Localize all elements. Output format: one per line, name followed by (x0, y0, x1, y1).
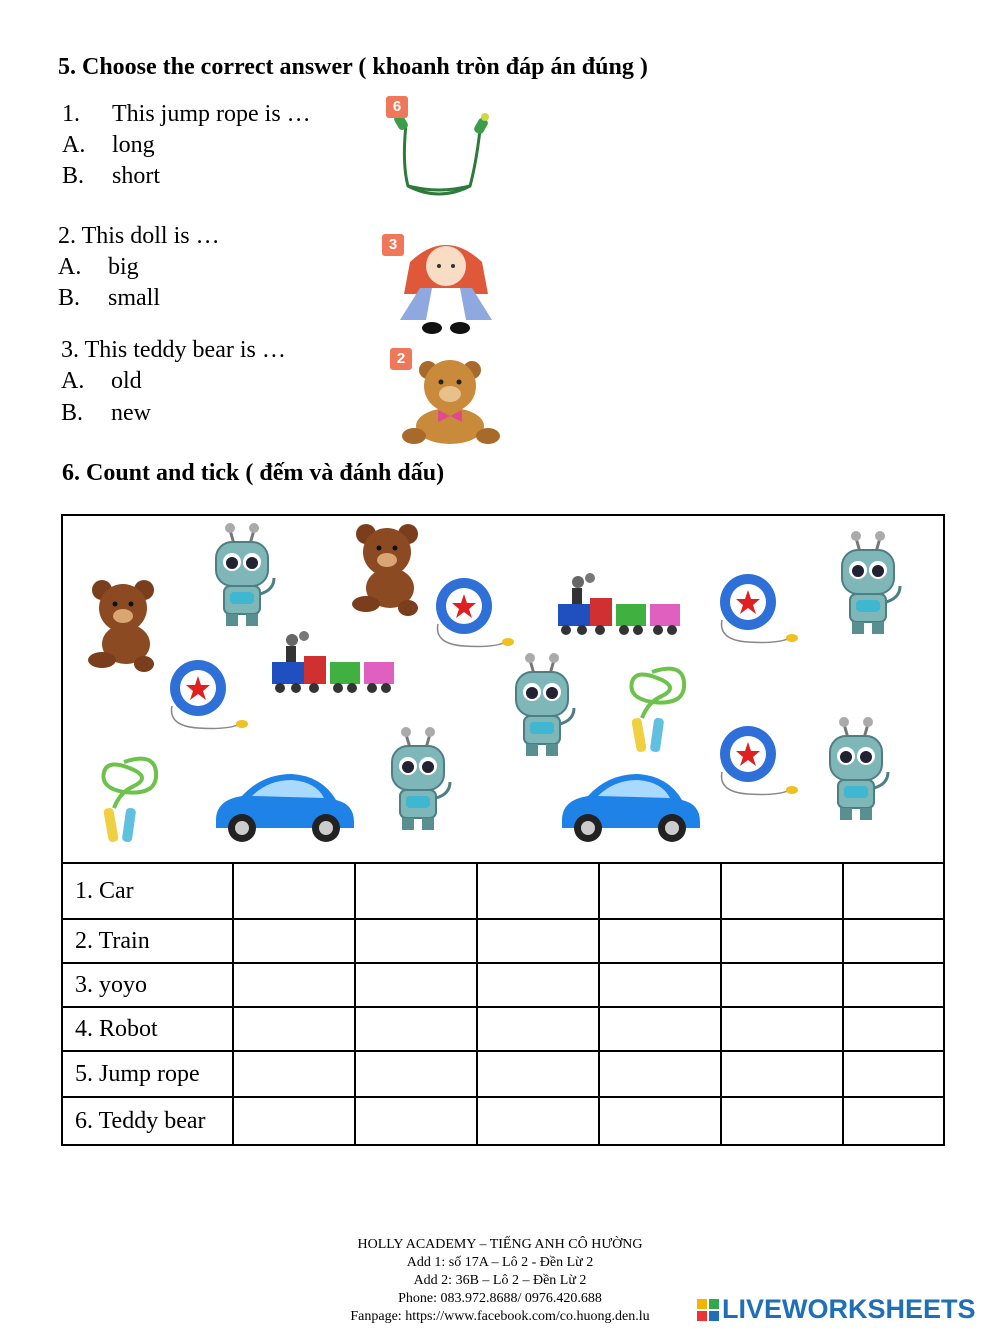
tick-cell[interactable] (233, 1051, 355, 1097)
tick-cell[interactable] (477, 963, 599, 1007)
doll-icon: 3 (380, 232, 512, 338)
q2-option-a[interactable]: A. big (58, 254, 139, 280)
section-5-title: 5. Choose the correct answer ( khoanh tròn đáp án đúng ) (58, 54, 648, 80)
tick-cell[interactable] (477, 919, 599, 963)
jump-rope-picture-1 (631, 669, 684, 753)
tick-cell[interactable] (233, 963, 355, 1007)
robot-picture-1 (216, 523, 274, 626)
jump-rope-icon: 6 (384, 94, 496, 204)
tick-cell[interactable] (477, 1097, 599, 1145)
teddy-bear-picture-2 (352, 524, 418, 616)
tick-cell[interactable] (599, 919, 721, 963)
tick-cell[interactable] (355, 1051, 477, 1097)
yoyo-picture-2 (720, 574, 798, 643)
q1-option-b[interactable]: B. short (62, 163, 160, 189)
count-tick-table (61, 862, 945, 1146)
tick-cell[interactable] (355, 919, 477, 963)
tick-cell[interactable] (233, 863, 355, 919)
tick-cell[interactable] (355, 863, 477, 919)
q3-option-b[interactable]: B. new (61, 400, 151, 426)
tick-row-label: 4. Robot (62, 1007, 233, 1051)
liveworksheets-logo-icon (697, 1299, 719, 1321)
footer-line-2: Add 1: số 17A – Lô 2 - Đền Lừ 2 (406, 1255, 594, 1270)
car-picture-2 (562, 774, 700, 842)
tick-cell[interactable] (721, 863, 843, 919)
tick-cell[interactable] (599, 1051, 721, 1097)
train-picture-1 (558, 573, 680, 635)
tick-cell[interactable] (721, 1051, 843, 1097)
tick-cell[interactable] (233, 919, 355, 963)
robot-picture-2 (842, 531, 900, 634)
robot-picture-3 (516, 653, 574, 756)
tick-row (62, 963, 944, 1007)
tick-row (62, 1097, 944, 1145)
tick-cell[interactable] (721, 1007, 843, 1051)
liveworksheets-logo[interactable]: LIVEWORKSHEETS (697, 1294, 976, 1325)
tick-cell[interactable] (355, 1097, 477, 1145)
footer-line-1: HOLLY ACADEMY – TIẾNG ANH CÔ HƯỜNG (357, 1237, 643, 1252)
q2-option-b[interactable]: B. small (58, 285, 160, 311)
tick-cell[interactable] (477, 863, 599, 919)
tick-cell[interactable] (843, 1097, 944, 1145)
train-picture-2 (272, 631, 394, 693)
q3-option-a[interactable]: A. old (61, 368, 142, 394)
tick-row-label: 3. yoyo (62, 963, 233, 1007)
question-1: 1. This jump rope is … (62, 101, 311, 127)
car-picture-1 (216, 774, 354, 842)
tick-row (62, 863, 944, 919)
tick-cell[interactable] (599, 1007, 721, 1051)
tick-cell[interactable] (233, 1007, 355, 1051)
robot-picture-4 (830, 717, 888, 820)
yoyo-picture-4 (720, 726, 798, 795)
teddy-bear-icon: 2 (388, 346, 512, 448)
yoyo-picture-3 (170, 660, 248, 729)
section-6-title: 6. Count and tick ( đếm và đánh dấu) (62, 460, 445, 486)
tick-cell[interactable] (599, 963, 721, 1007)
toy-pictures (62, 516, 942, 860)
tick-cell[interactable] (355, 1007, 477, 1051)
yoyo-picture-1 (436, 578, 514, 647)
footer-line-3: Add 2: 36B – Lô 2 – Đền Lừ 2 (413, 1273, 587, 1288)
q1-option-a[interactable]: A. long (62, 132, 155, 158)
tick-cell[interactable] (721, 919, 843, 963)
teddy-bear-picture-1 (88, 580, 154, 672)
tick-cell[interactable] (843, 863, 944, 919)
question-2: 2. This doll is … (58, 223, 220, 249)
tick-row-label: 2. Train (62, 919, 233, 963)
tick-cell[interactable] (477, 1051, 599, 1097)
tick-cell[interactable] (599, 1097, 721, 1145)
tick-row-label: 1. Car (62, 863, 233, 919)
tick-cell[interactable] (843, 963, 944, 1007)
tick-row-label: 6. Teddy bear (62, 1097, 233, 1145)
tick-cell[interactable] (721, 963, 843, 1007)
tick-row-label: 5. Jump rope (62, 1051, 233, 1097)
question-3: 3. This teddy bear is … (61, 337, 286, 363)
tick-cell[interactable] (721, 1097, 843, 1145)
tick-row (62, 1007, 944, 1051)
footer-line-4: Phone: 083.972.8688/ 0976.420.688 (398, 1291, 602, 1306)
tick-cell[interactable] (843, 919, 944, 963)
tick-cell[interactable] (599, 863, 721, 919)
tick-row (62, 1051, 944, 1097)
footer-line-5: Fanpage: https://www.facebook.com/co.huong.den.lu (350, 1309, 650, 1324)
jump-rope-picture-2 (103, 759, 156, 843)
tick-row (62, 919, 944, 963)
tick-cell[interactable] (233, 1097, 355, 1145)
tick-cell[interactable] (843, 1051, 944, 1097)
robot-picture-5 (392, 727, 450, 830)
tick-cell[interactable] (355, 963, 477, 1007)
tick-cell[interactable] (477, 1007, 599, 1051)
tick-cell[interactable] (843, 1007, 944, 1051)
